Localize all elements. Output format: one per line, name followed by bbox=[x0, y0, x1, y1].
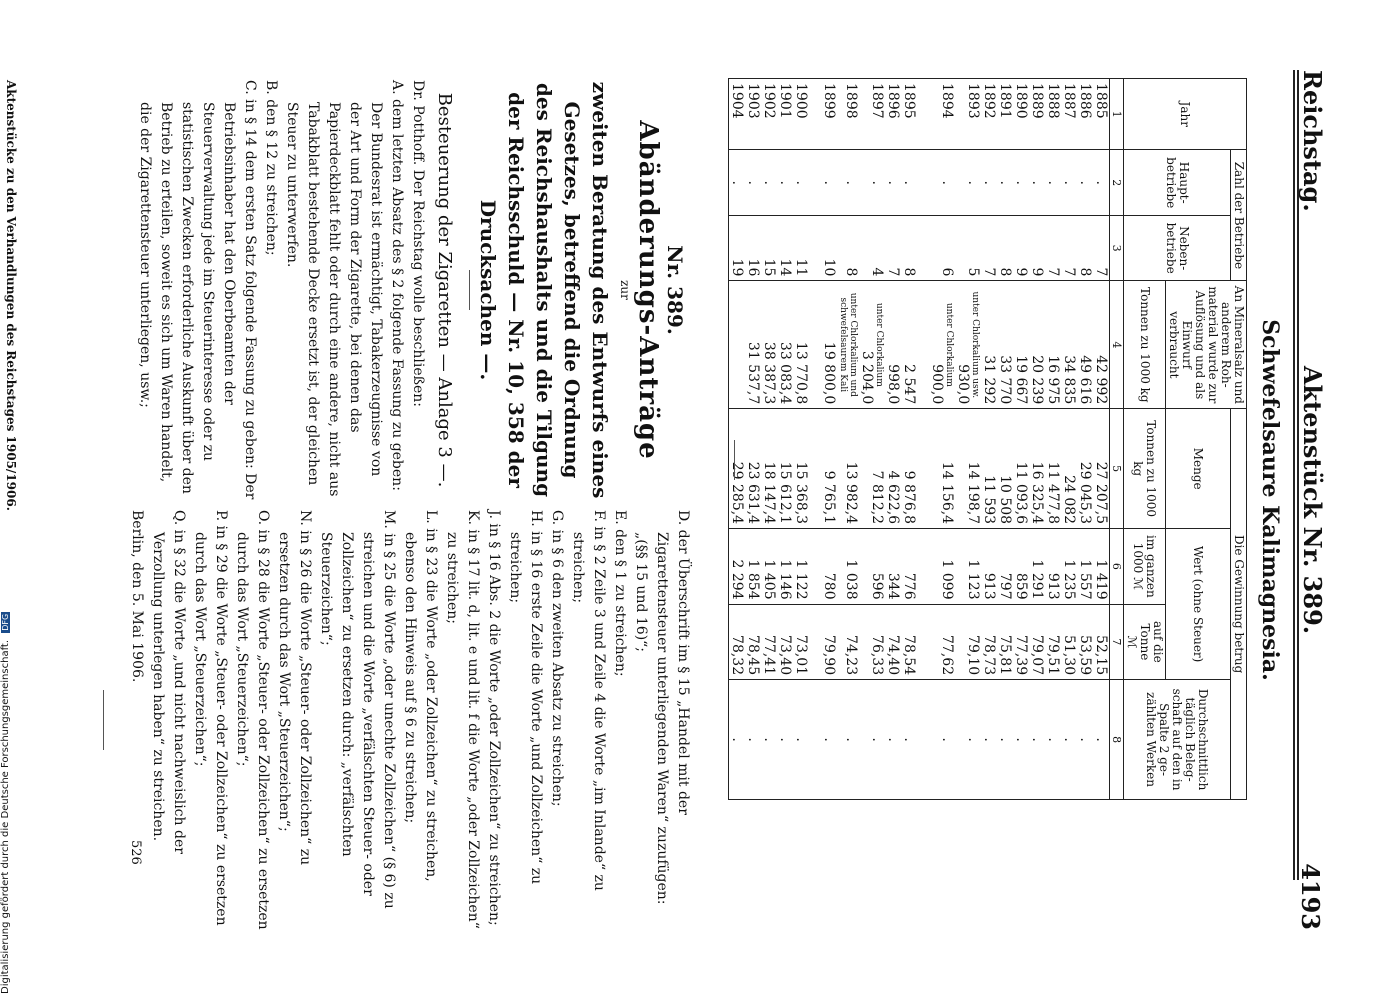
table-cell: 1892 bbox=[981, 79, 997, 150]
motion-item: P. in § 29 die Worte „Steuer- oder Zollzeichen“ zu ersetzen durch das Wort „Steuerzeichen“; bbox=[192, 510, 229, 926]
table-note: unter Chlorkalium usw. bbox=[970, 291, 980, 399]
table-cell: . bbox=[1077, 150, 1093, 215]
table-row bbox=[1061, 79, 1077, 800]
table-cell: 9 765,1 bbox=[821, 409, 837, 529]
table-cell: 10 bbox=[821, 215, 837, 280]
table-cell: 1 123 bbox=[955, 529, 981, 605]
motion-item: K. in § 17 lit. d, lit. e und lit. f die Worte „oder Zollzeichen“ zu streichen; bbox=[444, 510, 481, 929]
table-cell: 53,59 bbox=[1077, 604, 1093, 680]
motion-item: A. dem letzten Absatz des § 2 folgende Fassung zu geben: Der Bundesrat ist ermächtigt, Tabakerzeugnisse von der Art und Form der Zigarette, bei denen das Papierdeckblatt fehlt oder durch eine andere, nicht aus Tabakblatt bestehende Decke ersetzt ist, der gleichen Steuer zu unterwerfen. bbox=[284, 80, 405, 497]
header-left: Reichstag. bbox=[1298, 70, 1327, 212]
table-cell: 15 bbox=[761, 215, 777, 280]
table-cell: 77,39 bbox=[1013, 604, 1029, 680]
table-cell: 9 876,8 bbox=[901, 409, 917, 529]
table-cell: 1891 bbox=[997, 79, 1013, 150]
table-row bbox=[859, 79, 885, 800]
table-cell: 33 770 bbox=[997, 281, 1013, 409]
table-cell: 8 bbox=[837, 215, 859, 280]
right-column bbox=[103, 510, 693, 930]
table-cell: . bbox=[859, 150, 885, 215]
table-cell: 7 bbox=[981, 215, 997, 280]
header-rule bbox=[1297, 70, 1299, 880]
table-cell: 33 083,4 bbox=[777, 281, 793, 409]
table-row bbox=[1093, 79, 1110, 800]
table-cell: 13 770,8 bbox=[793, 281, 809, 409]
table-cell: 34 835 bbox=[1061, 281, 1077, 409]
table-note: unter Chlorkalium und schwefelsaurem Kali bbox=[838, 292, 858, 397]
col-number: 7 bbox=[1110, 604, 1124, 680]
table-row bbox=[901, 79, 917, 800]
table-cell: 14 156,4 bbox=[929, 409, 955, 529]
table-cell: unter Chlorkalium 900,0 bbox=[929, 281, 955, 409]
subhead: Besteuerung der Zigaretten — Anlage 3 —. bbox=[434, 92, 455, 488]
motion-item: N. in § 26 die Worte „Steuer- oder Zollzeichen“ zu ersetzen durch das Wort „Steuerzeichen“; bbox=[276, 510, 313, 866]
table-cell: 78,32 bbox=[729, 604, 746, 680]
table-cell: 1904 bbox=[729, 79, 746, 150]
table-row bbox=[761, 79, 777, 800]
table-cell: 16 975 bbox=[1045, 281, 1061, 409]
table-cell: 1895 bbox=[901, 79, 917, 150]
table-cell: 1898 bbox=[837, 79, 859, 150]
table-cell: 1893 bbox=[955, 79, 981, 150]
credit-line bbox=[0, 0, 14, 1000]
table-row bbox=[729, 79, 746, 800]
table-row bbox=[793, 79, 809, 800]
table-cell: 78,45 bbox=[745, 604, 761, 680]
title-connector: zur bbox=[618, 280, 632, 300]
table-cell: 913 bbox=[1045, 529, 1061, 605]
table-gap-row bbox=[809, 79, 821, 800]
table-cell bbox=[837, 281, 859, 409]
section-title: Schwefelsaure Kalimagnesia. bbox=[1257, 319, 1283, 681]
table-row bbox=[955, 79, 981, 800]
table-cell: 859 bbox=[1013, 529, 1029, 605]
table-cell: . bbox=[1013, 680, 1029, 800]
motion-item: B. den § 12 zu streichen; bbox=[263, 80, 279, 256]
table-cell: 1896 bbox=[885, 79, 901, 150]
table-cell: 1887 bbox=[1061, 79, 1077, 150]
table-cell: . bbox=[1061, 680, 1077, 800]
table-row bbox=[821, 79, 837, 800]
table-cell: 1 854 bbox=[745, 529, 761, 605]
table-cell: 16 325,4 bbox=[1029, 409, 1045, 529]
motion-item: O. in § 28 die Worte „Steuer- oder Zollzeichen“ zu ersetzen durch das Wort „Steuerzeichen“; bbox=[234, 510, 271, 930]
table-cell: 24 082 bbox=[1061, 409, 1077, 529]
table-cell: 11 093,6 bbox=[1013, 409, 1029, 529]
table-row bbox=[745, 79, 761, 800]
table-cell: 31 292 bbox=[981, 281, 997, 409]
motion-item: G. in § 6 den zweiten Absatz zu streichen; bbox=[549, 510, 565, 807]
table-cell: . bbox=[793, 150, 809, 215]
table-cell: 797 bbox=[997, 529, 1013, 605]
table-cell: 14 198,7 bbox=[955, 409, 981, 529]
table-cell: . bbox=[729, 150, 746, 215]
table-cell: 31 537,7 bbox=[745, 281, 761, 409]
table-cell: 2 294 bbox=[729, 529, 746, 605]
table-cell: . bbox=[997, 680, 1013, 800]
table-cell: 19 800,0 bbox=[821, 281, 837, 409]
table-cell: 7 bbox=[1093, 215, 1110, 280]
table-cell: 596 bbox=[859, 529, 885, 605]
table-row bbox=[885, 79, 901, 800]
table-cell: 1903 bbox=[745, 79, 761, 150]
header-page-number: 4193 bbox=[1296, 863, 1325, 930]
table-cell: 6 bbox=[929, 215, 955, 280]
col-header-wert: Wert (ohne Steuer) bbox=[1166, 529, 1231, 680]
col-header-menge: Menge bbox=[1166, 409, 1231, 529]
table-cell: 776 bbox=[901, 529, 917, 605]
table-cell: 11 477,8 bbox=[1045, 409, 1061, 529]
table-cell: . bbox=[821, 680, 837, 800]
table-cell: . bbox=[821, 150, 837, 215]
table-cell: 1899 bbox=[821, 79, 837, 150]
table-cell: 1 146 bbox=[777, 529, 793, 605]
separator bbox=[469, 270, 470, 310]
motion-item: L. in § 23 die Worte „oder Zollzeichen“ zu streichen, ebenso den Hinweis auf § 6 zu streichen; bbox=[402, 510, 439, 882]
document-number: Nr. 389. bbox=[663, 245, 687, 335]
col-number: 8 bbox=[1110, 680, 1124, 800]
column-divider bbox=[734, 440, 735, 480]
table-cell: 29 285,4 bbox=[729, 409, 746, 529]
signature-line: Berlin, den 5. Mai 1906. bbox=[129, 510, 145, 683]
table-cell: 7 812,2 bbox=[859, 409, 885, 529]
col-number: 6 bbox=[1110, 529, 1124, 605]
table-cell: . bbox=[1029, 150, 1045, 215]
table-cell: 19 667 bbox=[1013, 281, 1029, 409]
table-cell: . bbox=[981, 680, 997, 800]
table-cell: . bbox=[1093, 680, 1110, 800]
table-cell: 4 bbox=[859, 215, 885, 280]
table-row bbox=[1077, 79, 1093, 800]
table-cell: 8 bbox=[1077, 215, 1093, 280]
table-cell: 74,23 bbox=[837, 604, 859, 680]
table-cell: 29 045,3 bbox=[1077, 409, 1093, 529]
table-cell: 79,10 bbox=[955, 604, 981, 680]
table-cell: 7 bbox=[1045, 215, 1061, 280]
table-cell: 9 bbox=[1029, 215, 1045, 280]
table-cell: 79,07 bbox=[1029, 604, 1045, 680]
header-center: Aktenstück Nr. 389. bbox=[1298, 365, 1327, 635]
table-cell: . bbox=[1029, 680, 1045, 800]
table-cell: 79,90 bbox=[821, 604, 837, 680]
left-column bbox=[134, 80, 693, 500]
table-cell: 8 bbox=[901, 215, 917, 280]
table-cell: . bbox=[1061, 150, 1077, 215]
table-cell: 1 122 bbox=[793, 529, 809, 605]
table-row bbox=[837, 79, 859, 800]
motion-item: F. in § 2 Zeile 3 und Zeile 4 die Worte „im Inlande“ zu streichen; bbox=[570, 510, 607, 891]
motion-intro: Dr. Potthoff. Der Reichstag wolle beschließen: bbox=[410, 80, 426, 407]
table-cell: 780 bbox=[821, 529, 837, 605]
table-row bbox=[1045, 79, 1061, 800]
table-cell: 1900 bbox=[793, 79, 809, 150]
table-row bbox=[981, 79, 997, 800]
table-cell: 78,73 bbox=[981, 604, 997, 680]
data-table bbox=[728, 78, 1247, 800]
table-cell: 19 bbox=[729, 215, 746, 280]
motion-item: Q. in § 32 die Worte „und nicht nachweislich der Verzollung unterlegen haben“ zu streichen. bbox=[150, 510, 187, 854]
col-header-haupt: Haupt-betriebe bbox=[1124, 150, 1231, 215]
table-cell: . bbox=[777, 680, 793, 800]
table-cell: . bbox=[955, 150, 981, 215]
col-number: 2 bbox=[1110, 150, 1124, 215]
table-cell: . bbox=[837, 150, 859, 215]
table-cell: 27 207,5 bbox=[1093, 409, 1110, 529]
table-row bbox=[929, 79, 955, 800]
table-cell: 1 291 bbox=[1029, 529, 1045, 605]
table-cell: . bbox=[929, 150, 955, 215]
table-cell: 76,33 bbox=[859, 604, 885, 680]
table-cell: . bbox=[1045, 150, 1061, 215]
table-cell: 11 593 bbox=[981, 409, 997, 529]
table-cell: unter Chlorkalium 3 204,0 bbox=[859, 281, 885, 409]
table-cell: 79,51 bbox=[1045, 604, 1061, 680]
table-row bbox=[1029, 79, 1045, 800]
table-cell: . bbox=[777, 150, 793, 215]
table-cell: 1901 bbox=[777, 79, 793, 150]
signature-rule bbox=[103, 690, 104, 750]
table-cell: 20 239 bbox=[1029, 281, 1045, 409]
table-cell: . bbox=[729, 680, 746, 800]
motion-item: D. der Überschrift im § 15 „Handel mit der Zigarettensteuer unterliegenden Waren“ zuzufügen: „(§§ 15 und 16)“; bbox=[633, 510, 691, 905]
col-number: 4 bbox=[1110, 281, 1124, 409]
credit-text: Digitalisierung gefördert durch die Deutsche Forschungsgemeinschaft. bbox=[0, 639, 11, 994]
table-cell: 1 419 bbox=[1093, 529, 1110, 605]
table-cell: 1894 bbox=[929, 79, 955, 150]
table-cell: . bbox=[1093, 150, 1110, 215]
table-cell: 1888 bbox=[1045, 79, 1061, 150]
table-cell: 1 099 bbox=[929, 529, 955, 605]
table-cell: 49 616 bbox=[1077, 281, 1093, 409]
table-cell: 5 bbox=[955, 215, 981, 280]
table-cell: . bbox=[929, 680, 955, 800]
lead-text: zweiten Beratung des Entwurfs eines Gesetzes, betreffend die Ordnung des Reichshaushalts und die Tilgung der Reichsschuld — Nr. 10, 358 der Drucksachen —. bbox=[476, 81, 612, 499]
col-number: 1 bbox=[1110, 79, 1124, 150]
page-number: 526 bbox=[128, 840, 143, 865]
table-note: unter Chlorkalium bbox=[944, 302, 954, 387]
table-cell: 38 387,3 bbox=[761, 281, 777, 409]
col-header-neben: Neben-betriebe bbox=[1124, 215, 1231, 280]
table-cell: 1 038 bbox=[837, 529, 859, 605]
table-cell: 74,40 bbox=[885, 604, 901, 680]
table-cell: 23 631,4 bbox=[745, 409, 761, 529]
table-cell: . bbox=[885, 680, 901, 800]
table-cell: 2 547 bbox=[901, 281, 917, 409]
table-cell: . bbox=[981, 150, 997, 215]
col-header-wert-tonne: auf die Tonne ℳ bbox=[1124, 604, 1166, 680]
table-row bbox=[777, 79, 793, 800]
table-cell: 9 bbox=[1013, 215, 1029, 280]
table-cell: 78,54 bbox=[901, 604, 917, 680]
table-cell: 1885 bbox=[1093, 79, 1110, 150]
table-note: unter Chlorkalium bbox=[874, 302, 884, 387]
unit-menge: Tonnen zu 1000 kg bbox=[1124, 409, 1166, 529]
table-cell: 913 bbox=[981, 529, 997, 605]
table-cell: 16 bbox=[745, 215, 761, 280]
table-cell: 18 147,4 bbox=[761, 409, 777, 529]
table-cell: . bbox=[1045, 680, 1061, 800]
dfg-logo-icon: DFG bbox=[1, 613, 10, 631]
table-row bbox=[997, 79, 1013, 800]
table-cell: 998,0 bbox=[885, 281, 901, 409]
unit-rohmaterial: Tonnen zu 1000 kg bbox=[1124, 281, 1166, 409]
table-cell: . bbox=[761, 680, 777, 800]
table-cell: 77,41 bbox=[761, 604, 777, 680]
col-header-belegschaft: Durchschnittlich täglich Beleg-schaft auf den in Spalte 2 ge-zählten Werken bbox=[1124, 680, 1231, 800]
table-cell: . bbox=[837, 680, 859, 800]
table-cell: . bbox=[745, 150, 761, 215]
table-cell: 10 508 bbox=[997, 409, 1013, 529]
table-row bbox=[1013, 79, 1029, 800]
document-title: Abänderungs-Anträge bbox=[633, 120, 663, 460]
table-cell: . bbox=[885, 150, 901, 215]
table-cell: 1897 bbox=[859, 79, 885, 150]
col-number: 5 bbox=[1110, 409, 1124, 529]
motion-item: E. den § 1 zu streichen; bbox=[612, 510, 628, 677]
table-cell bbox=[729, 281, 746, 409]
table-cell: 42 992 bbox=[1093, 281, 1110, 409]
table-cell: 75,81 bbox=[997, 604, 1013, 680]
table-cell: . bbox=[761, 150, 777, 215]
table-cell: 1889 bbox=[1029, 79, 1045, 150]
motion-item: M. in § 25 die Worte „oder unechte Zollzeichen“ (§ 6) zu streichen und die Worte „verfälschten Steuer- oder Zollzeichen“ zu ersetzen durch: „verfälschten Steuerzeichen“; bbox=[318, 510, 397, 909]
table-cell: 13 982,4 bbox=[837, 409, 859, 529]
footer: Aktenstücke zu den Verhandlungen des Reichstages 1905/1906. bbox=[4, 80, 18, 511]
table-cell: . bbox=[859, 680, 885, 800]
table-cell: . bbox=[901, 680, 917, 800]
table-cell: 1902 bbox=[761, 79, 777, 150]
motion-item: H. in § 16 erste Zeile die Worte „und Zollzeichen“ zu streichen; bbox=[507, 510, 544, 885]
table-cell: 1 557 bbox=[1077, 529, 1093, 605]
col-header-rohmaterial: An Mineralsalz und anderem Roh-material wurde zur Auflösung und als Einwurf verbraucht bbox=[1166, 281, 1247, 409]
table-cell: 15 612,1 bbox=[777, 409, 793, 529]
table-cell: . bbox=[1013, 150, 1029, 215]
table-cell: . bbox=[745, 680, 761, 800]
motion-item: C. in § 14 dem ersten Satz folgende Fassung zu geben: Der Betriebsinhaber hat den Oberbeamten der Steuerverwaltung jede im Steuerinteresse oder zu statistischen Zwecken erforderliche Auskunft über den Betrieb zu erteilen, soweit es sich um Waren handelt, die der Zigarettensteuer unterliegen, usw.; bbox=[137, 80, 258, 500]
table-cell: 1886 bbox=[1077, 79, 1093, 150]
table-cell: 14 bbox=[777, 215, 793, 280]
table-cell: 73,01 bbox=[793, 604, 809, 680]
col-header-gewinnung: Die Gewinnung betrug bbox=[1231, 409, 1247, 800]
table-cell: . bbox=[793, 680, 809, 800]
table-cell: . bbox=[955, 680, 981, 800]
table-cell: 73,40 bbox=[777, 604, 793, 680]
table-cell: 7 bbox=[885, 215, 901, 280]
table-cell: 15 368,3 bbox=[793, 409, 809, 529]
col-header-wert-ganzen: im ganzen 1000 ℳ bbox=[1124, 529, 1166, 605]
table-cell: 77,62 bbox=[929, 604, 955, 680]
table-cell: 8 bbox=[997, 215, 1013, 280]
col-number: 3 bbox=[1110, 215, 1124, 280]
col-header-year: Jahr bbox=[1124, 79, 1247, 150]
table-cell: . bbox=[901, 150, 917, 215]
table-cell: . bbox=[997, 150, 1013, 215]
table-gap-row bbox=[917, 79, 929, 800]
table-cell: . bbox=[1077, 680, 1093, 800]
table-cell: 51,30 bbox=[1061, 604, 1077, 680]
table-cell: 1890 bbox=[1013, 79, 1029, 150]
table-cell: 4 622,6 bbox=[885, 409, 901, 529]
table-cell: 1 235 bbox=[1061, 529, 1077, 605]
table-cell: 52,15 bbox=[1093, 604, 1110, 680]
table-cell: 7 bbox=[1061, 215, 1077, 280]
motion-item: J. in § 16 Abs. 2 die Worte „oder Zollzeichen“ zu streichen; bbox=[486, 510, 502, 926]
header-rule-2 bbox=[1293, 70, 1295, 880]
table-cell: 344 bbox=[885, 529, 901, 605]
col-header-betriebe: Zahl der Betriebe bbox=[1231, 150, 1247, 281]
table-cell: 11 bbox=[793, 215, 809, 280]
table-cell: unter Chlorkalium usw. 930,0 bbox=[955, 281, 981, 409]
table-cell: 1 405 bbox=[761, 529, 777, 605]
